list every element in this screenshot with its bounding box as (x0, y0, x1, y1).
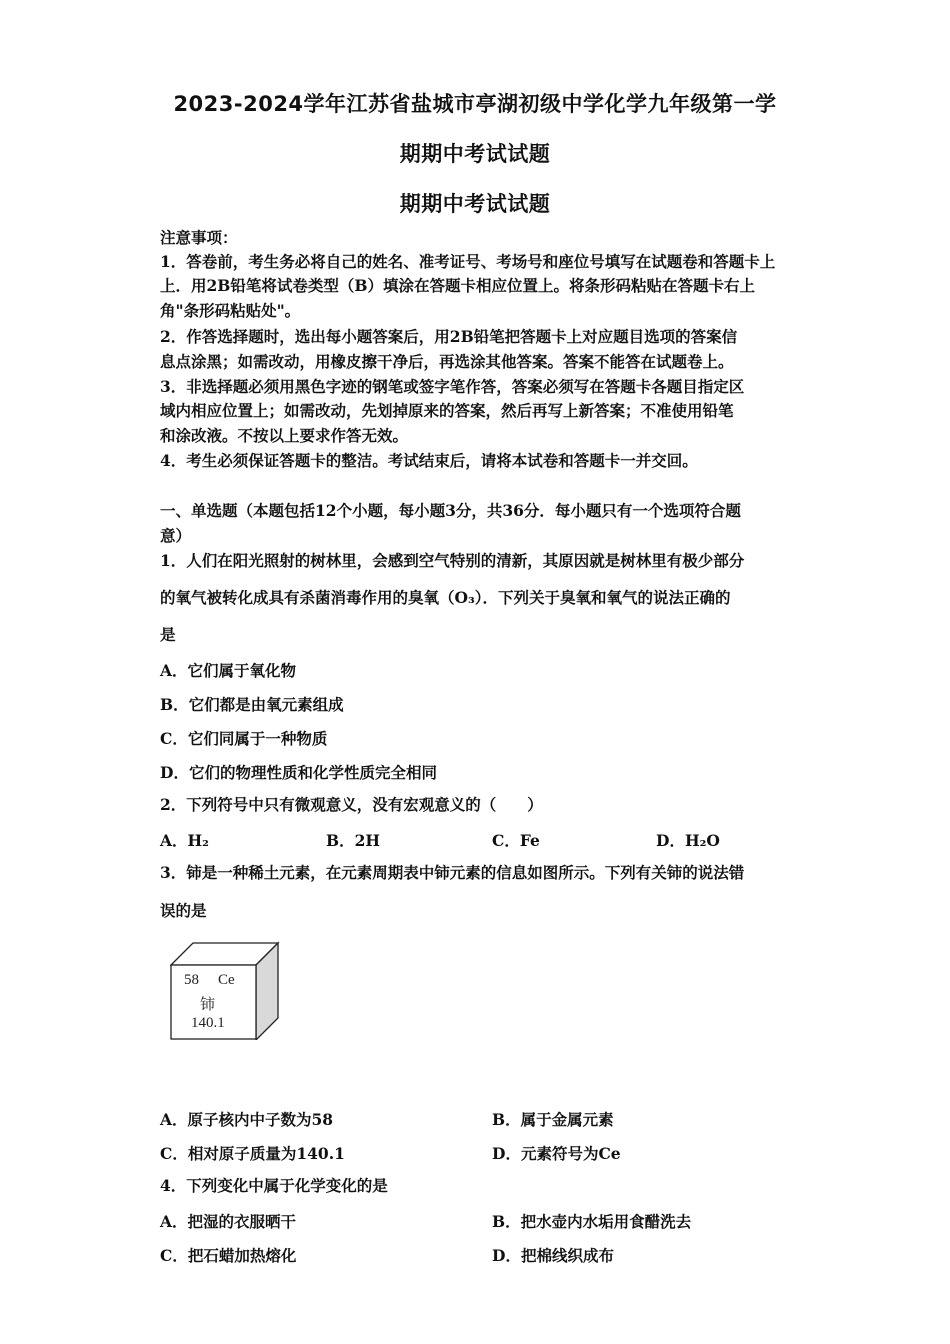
section-heading: 一、单选题（本题包括12个小题，每小题3分，共36分．每小题只有一个选项符合题 (160, 501, 741, 520)
q1-stem: 的氧气被转化成具有杀菌消毒作用的臭氧（O₃）．下列关于臭氧和氧气的说法正确的 (160, 588, 731, 607)
q1-option-c: C．它们同属于一种物质 (160, 729, 328, 748)
notice-line: 1．答卷前，考生务必将自己的姓名、准考证号、考场号和座位号填写在试题卷和答题卡上 (160, 252, 776, 271)
title-line-3: 期期中考试试题 (399, 192, 551, 216)
notice-line: 2．作答选择题时，选出每小题答案后，用2B铅笔把答题卡上对应题目选项的答案信 (160, 327, 738, 346)
notice-line: 上．用2B铅笔将试卷类型（B）填涂在答题卡相应位置上。将条形码粘贴在答题卡右上 (160, 276, 755, 295)
q4-option-a: A．把湿的衣服晒干 (160, 1212, 297, 1231)
notice-heading: 注意事项： (160, 228, 238, 247)
q2-stem: 2．下列符号中只有微观意义，没有宏观意义的（ ） (160, 795, 543, 814)
element-atomic-number: 58 (184, 972, 199, 988)
q4-option-d: D．把棉线织成布 (492, 1246, 614, 1265)
notice-line: 3．非选择题必须用黑色字迹的钢笔或签字笔作答，答案必须写在答题卡各题目指定区 (160, 377, 745, 396)
notice-line: 角"条形码粘贴处"。 (160, 301, 301, 320)
q2-option-d: D．H₂O (656, 831, 720, 850)
element-cell-figure (170, 940, 280, 1040)
notice-line: 息点涂黑；如需改动，用橡皮擦干净后，再选涂其他答案。答案不能答在试题卷上。 (160, 352, 734, 371)
element-atomic-mass: 140.1 (191, 1015, 225, 1031)
q4-option-c: C．把石蜡加热熔化 (160, 1246, 297, 1265)
section-heading-cont: 意） (160, 526, 192, 545)
q3-option-a: A．原子核内中子数为58 (160, 1110, 334, 1129)
q3-option-c: C．相对原子质量为140.1 (160, 1144, 345, 1163)
q1-stem: 是 (160, 625, 176, 644)
element-cube-outline (170, 940, 280, 1040)
element-name: 铈 (200, 997, 216, 1013)
notice-line: 域内相应位置上；如需改动，先划掉原来的答案，然后再写上新答案；不准使用铅笔 (160, 401, 734, 420)
element-symbol: Ce (218, 972, 235, 988)
q2-option-a: A．H₂ (160, 831, 209, 850)
q1-option-b: B．它们都是由氧元素组成 (160, 695, 344, 714)
q1-option-a: A．它们属于氧化物 (160, 661, 297, 680)
q1-stem: 1．人们在阳光照射的树林里，会感到空气特别的清新，其原因就是树林里有极少部分 (160, 551, 745, 570)
q4-option-b: B．把水壶内水垢用食醋洗去 (492, 1212, 692, 1231)
q2-option-b: B．2H (326, 831, 381, 850)
q3-stem: 误的是 (160, 901, 207, 920)
q3-stem: 3．铈是一种稀土元素，在元素周期表中铈元素的信息如图所示。下列有关铈的说法错 (160, 863, 745, 882)
q2-option-c: C．Fe (492, 831, 540, 850)
q1-option-d: D．它们的物理性质和化学性质完全相同 (160, 763, 437, 782)
notice-line: 4．考生必须保证答题卡的整洁。考试结束后，请将本试卷和答题卡一并交回。 (160, 451, 698, 470)
notice-line: 和涂改液。不按以上要求作答无效。 (160, 426, 409, 445)
q3-option-d: D．元素符号为Ce (492, 1144, 621, 1163)
title-line-2: 期期中考试试题 (399, 142, 551, 166)
q3-option-b: B．属于金属元素 (492, 1110, 614, 1129)
title-line-1: 2023-2024学年江苏省盐城市亭湖初级中学化学九年级第一学 (173, 92, 777, 116)
q4-stem: 4．下列变化中属于化学变化的是 (160, 1176, 388, 1195)
